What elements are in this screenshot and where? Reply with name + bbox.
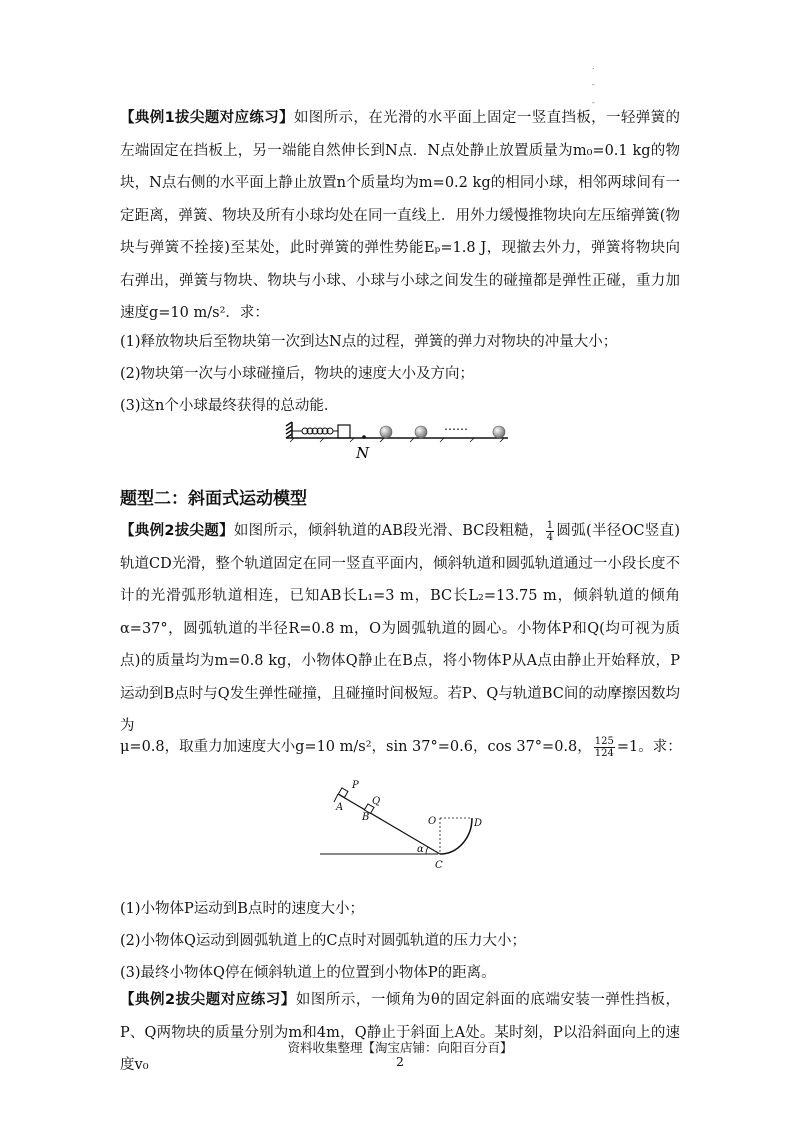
block-p — [338, 788, 348, 798]
corner-mark: - — [592, 80, 595, 89]
label-alpha: α — [417, 844, 424, 855]
incline — [338, 794, 440, 854]
example3-label: 【典例2拔尖题对应练习】 — [120, 992, 296, 1008]
example2-question-3: (3)最终小物体Q停在倾斜轨道上的位置到小物体P的距离。 — [120, 965, 496, 981]
example2-question-1: (1)小物体P运动到B点时的速度大小； — [120, 901, 364, 917]
ball — [493, 426, 505, 438]
ball — [380, 426, 392, 438]
arc-cd — [440, 818, 472, 854]
example1-question-3: (3)这n个小球最终获得的总动能． — [120, 398, 339, 414]
ratio-fraction: $\frac{125}{124}$ — [594, 735, 614, 759]
label-o: O — [428, 816, 437, 827]
example2-text-b: 圆弧(半径OC竖直)轨道CD光滑，整个轨道固定在同一竖直平面内，倾斜轨道和圆弧轨道通过一小段长度不计的光滑弧形轨道相连，已知AB长L₁=3 m，BC长L₂=13.75 m，倾斜轨道的倾角α=37°，圆弧轨道的半径R=0.8 m，O为圆弧轨道的圆心。小物体P和Q(均可视为质点)的质量均为m=0.8 kg，小物体Q静止在B点，将小物体P从A点由静止开始释放，P运动到B点时与Q发生弹性碰撞，且碰撞时间极短。若P、Q与轨道BC间的动摩擦因数均为 — [120, 523, 681, 734]
page-number: 2 — [396, 1054, 404, 1069]
label-a: A — [336, 802, 344, 813]
example2-paragraph — [120, 515, 680, 743]
incline-arc-figure — [318, 776, 518, 880]
footer-note: 资料收集整理【淘宝店铺：向阳百分百】 — [287, 1040, 513, 1055]
example2-label: 【典例2拔尖题】 — [120, 523, 234, 539]
block — [338, 425, 350, 438]
example2-text-d: =1。求： — [616, 739, 682, 755]
ellipsis: …… — [444, 419, 468, 433]
corner-mark: . — [592, 62, 595, 71]
corner-mark: - — [592, 98, 595, 107]
example1-label: 【典例1拔尖题对应练习】 — [120, 110, 294, 126]
label-c: C — [435, 860, 443, 871]
label-n: N — [356, 444, 370, 462]
section-title: 题型二：斜面式运动模型 — [120, 489, 307, 509]
example2-question-2: (2)小物体Q运动到圆弧轨道上的C点时对圆弧轨道的压力大小； — [120, 933, 527, 949]
angle-mark — [426, 847, 428, 854]
label-q: Q — [372, 796, 381, 807]
example1-question-2: (2)物块第一次与小球碰撞后，物块的速度大小及方向； — [120, 366, 475, 382]
spring — [292, 428, 338, 434]
example2-text-a: 如图所示，倾斜轨道的AB段光滑、BC段粗糙， — [233, 523, 544, 539]
example1-text: 如图所示，在光滑的水平面上固定一竖直挡板，一轻弹簧的左端固定在挡板上，另一端能自然伸长到N点．N点处静止放置质量为m₀=0.1 kg的物块，N点右侧的水平面上静止放置n个质量均为m=0.2 kg的相同小球，相邻两球间有一定距离，弹簧、物块及所有小球均处在同一直线上．用外力缓慢推物块向左压缩弹簧(物块与弹簧不拴接)至某处，此时弹簧的弹性势能Eₚ=1.8 J，现撤去外力，弹簧将物块向右弹出，弹簧与物块、物块与小球、小球与小球之间发生的碰撞都是弹性正碰，重力加速度g=10 m/s²．求： — [120, 110, 680, 321]
wall — [286, 422, 292, 438]
example3-text: 如图所示，一倾角为θ的固定斜面的底端安装一弹性挡板，P、Q两物块的质量分别为m和4m，Q静止于斜面上A处。某时刻，P以沿斜面向上的速度v₀ — [120, 992, 680, 1073]
quarter-fraction: $\frac{1}{4}$ — [546, 519, 554, 543]
label-p: P — [352, 780, 359, 791]
example2-text-c-line — [120, 735, 682, 759]
spring-balls-figure — [280, 416, 520, 466]
label-d: D — [474, 818, 483, 829]
example1-paragraph — [120, 102, 680, 330]
label-b: B — [362, 812, 370, 823]
example1-question-1: (1)释放物块后至物块第一次到达N点的过程，弹簧的弹力对物块的冲量大小； — [120, 334, 618, 350]
example2-text-c: μ=0.8，取重力加速度大小g=10 m/s²，sin 37°=0.6，cos 37°=0.8， — [120, 739, 592, 755]
ball — [415, 426, 427, 438]
